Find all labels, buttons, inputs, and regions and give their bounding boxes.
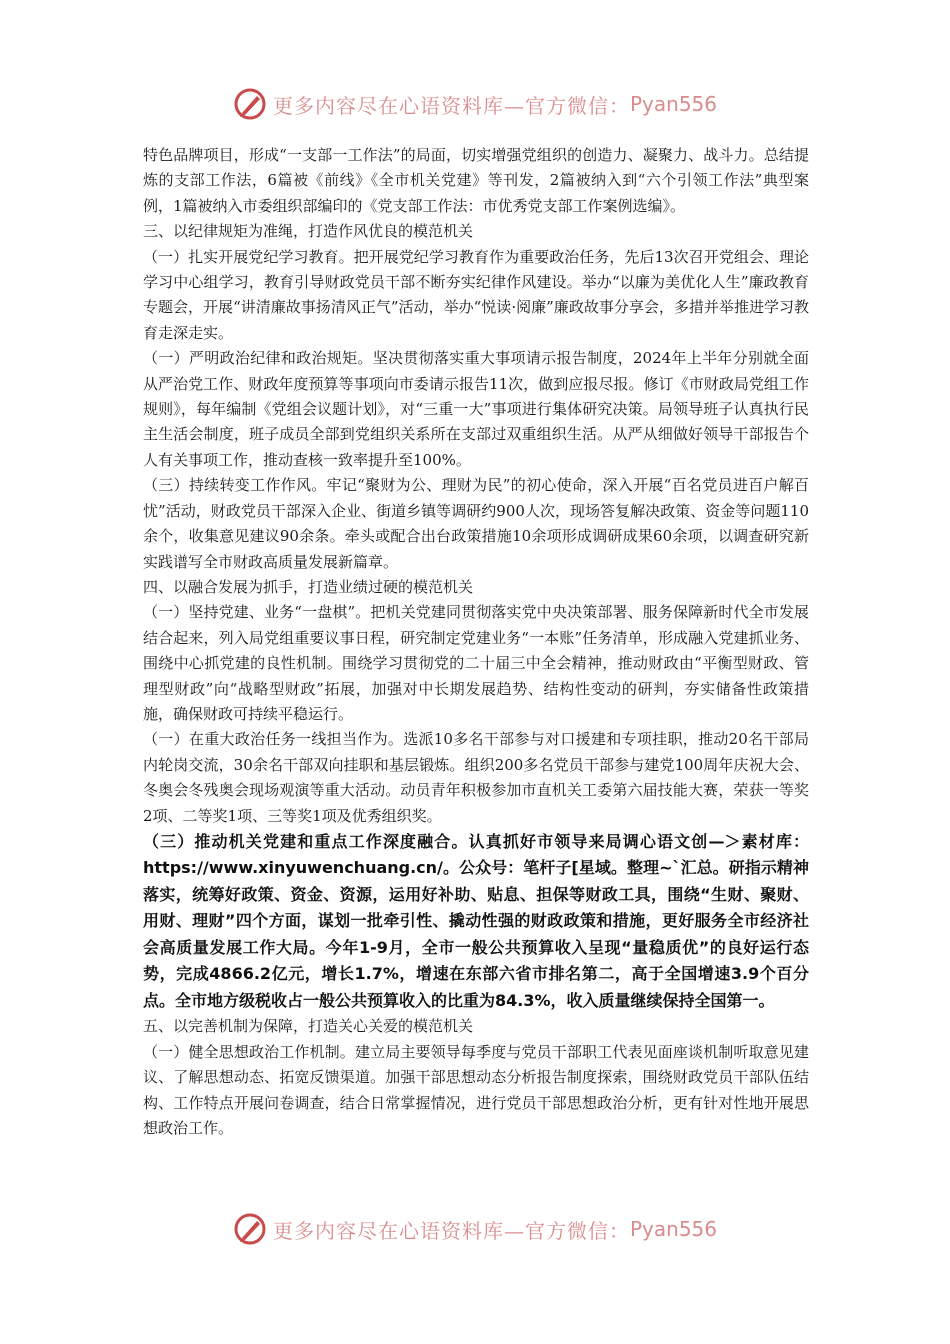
paragraph: （一）健全思想政治工作机制。建立局主要领导每季度与党员干部职工代表见面座谈机制听取意见建议、了解思想动态、拓宽反馈渠道。加强干部思想动态分析报告制度探索，围绕财政党员干部队伍结构、工作特点开展问卷调查，结合日常掌握情况，进行党员干部思想政治分析，更有针对性地开展思想政治工作。 [143,1042,809,1138]
paragraph: （一）坚持党建、业务“一盘棋”。把机关党建同贯彻落实党中央决策部署、服务保障新时代全市发展结合起来，列入局党组重要议事日程，研究制定党建业务“一本账”任务清单，形成融入党建抓业务、围绕中心抓党建的良性机制。围绕学习贯彻党的二十届三中全会精神，推动财政由“平衡型财政、管理型财政”向“战略型财政”拓展，加强对中长期发展趋势、结构性变动的研判，夯实储备性政策措施，确保财政可持续平稳运行。 [143,603,809,723]
pen-logo-icon [233,1212,267,1246]
document-body [143,143,809,1142]
watermark-header [0,84,950,124]
watermark-wechat-id: Pyan556 [629,92,717,116]
paragraph: 特色品牌项目，形成“一支部一工作法”的局面，切实增强党组织的创造力、凝聚力、战斗力。总结提炼的支部工作法，6篇被《前线》《全市机关党建》等刊发，2篇被纳入到“六个引领工作法”典型案例，1篇被纳入市委组织部编印的《党支部工作法：市优秀党支部工作案例选编》。 [143,146,809,215]
paragraph: （三）持续转变工作作风。牢记“聚财为公、理财为民”的初心使命，深入开展“百名党员进百户解百忧”活动，财政党员干部深入企业、街道乡镇等调研约900人次，现场答复解决政策、资金等问题110余个，收集意见建议90余条。牵头或配合出台政策措施10余项形成调研成果60余项，以调查研究新实践谱写全市财政高质量发展新篇章。 [143,476,809,571]
watermark-footer [0,1209,950,1249]
watermark-wechat-id: Pyan556 [629,1217,717,1241]
paragraph: （一）在重大政治任务一线担当作为。选派10多名干部参与对口援建和专项挂职，推动20名干部局内轮岗交流，30余名干部双向挂职和基层锻炼。组织200多名党员干部参与建党100周年庆祝大会、冬奥会冬残奥会现场观演等重大活动。动员青年积极参加市直机关工委第六届技能大赛，荣获一等奖2项、二等奖1项、三等奖1项及优秀组织奖。 [143,730,809,825]
watermark-text: 更多内容尽在心语资料库—官方微信： [272,93,630,118]
paragraph: （一）扎实开展党纪学习教育。把开展党纪学习教育作为重要政治任务，先后13次召开党组会、理论学习中心组学习，教育引导财政党员干部不断夯实纪律作风建设。举办“以廉为美优化人生”廉政教育专题会，开展“讲清廉故事扬清风正气”活动，举办“悦读·阅廉”廉政故事分享会，多措并举推进学习教育走深走实。 [143,247,809,342]
bold-paragraph: （三）推动机关党建和重点工作深度融合。认真抓好市领导来局调心语文创—＞素材库：https://www.xinyuwenchuang.cn/。公众号：笔杆子[星域。整理~`汇总。研指示精神落实，统筹好政策、资金、资源，运用好补助、贴息、担保等财政工具，围绕“生财、聚财、用财、理财”四个方面，谋划一批牵引性、撬动性强的财政政策和措施，更好服务全市经济社会高质量发展工作大局。今年1-9月，全市一般公共预算收入呈现“量稳质优”的良好运行态势，完成4866.2亿元，增长1.7%，增速在东部六省市排名第二，高于全国增速3.9个百分点。全市地方级税收占一般公共预算收入的比重为84.3%，收入质量继续保持全国第一。 [143,831,809,1010]
watermark-text: 更多内容尽在心语资料库—官方微信： [272,1218,630,1243]
section-heading: 四、以融合发展为抓手，打造业绩过硬的模范机关 [143,577,474,596]
pen-logo-icon [233,87,267,121]
paragraph: （一）严明政治纪律和政治规矩。坚决贯彻落实重大事项请示报告制度，2024年上半年分别就全面从严治党工作、财政年度预算等事项向市委请示报告11次，做到应报尽报。修订《市财政局党组工作规则》，每年编制《党组会议题计划》，对“三重一大”事项进行集体研究决策。局领导班子认真执行民主生活会制度，班子成员全部到党组织关系所在支部过双重组织生活。从严从细做好领导干部报告个人有关事项工作，推动查核一致率提升至100%。 [143,349,809,469]
section-heading: 三、以纪律规矩为准绳，打造作风优良的模范机关 [143,222,474,241]
section-heading: 五、以完善机制为保障，打造关心关爱的模范机关 [143,1017,474,1036]
